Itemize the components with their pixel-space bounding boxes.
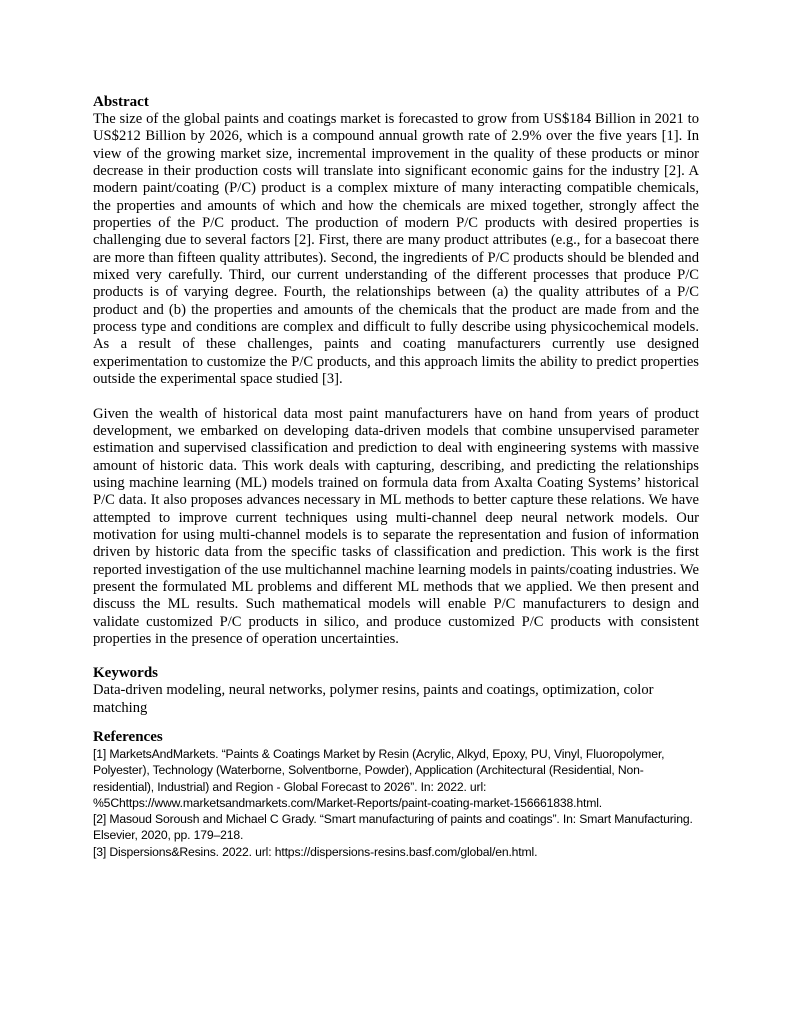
- keywords-section: [93, 665, 699, 717]
- reference-item: [2] Masoud Soroush and Michael C Grady. “Smart manufacturing of paints and coatings”. In: Smart Manufacturing. Elsevier, 2020, pp. 179–218.: [93, 812, 693, 843]
- references-section: [93, 729, 699, 860]
- paragraph-spacer: [93, 389, 699, 406]
- reference-item: [1] MarketsAndMarkets. “Paints & Coatings Market by Resin (Acrylic, Alkyd, Epoxy, PU, Vinyl, Fluoropolymer, Polyester), Technology (Waterborne, Solventborne, Powder), Application (Architectural (Residential, Non-residential), Industrial) and Region - Global Forecast to 2026”. In: 2022. url: %5Chttps://www.marketsandmarkets.com/Market-Reports/paint-coating-market-156661838.html.: [93, 747, 665, 810]
- abstract-paragraph-1: The size of the global paints and coatings market is forecasted to grow from US$184 Billion in 2021 to US$212 Billion by 2026, which is a compound annual growth rate of 2.9% over the five years [1]. In view of the growing market size, incremental improvement in the quality of these products or minor decrease in their production costs will translate into significant economic gains for the industry [2]. A modern paint/coating (P/C) product is a complex mixture of many interacting compatible chemicals, the properties and amounts of which and how the chemicals are mixed together, strongly affect the properties of the P/C product. The production of modern P/C products with desired properties is challenging due to several factors [2]. First, there are many product attributes (e.g., for a basecoat there are more than fifteen quality attributes). Second, the ingredients of P/C products should be blended and mixed very carefully. Third, our current understanding of the different processes that produce P/C products is of varying degree. Fourth, the relationships between (a) the quality attributes of a P/C product and (b) the properties and amounts of the chemicals that the product are made from and the process type and conditions are complex and difficult to fully describe using physicochemical models. As a result of these challenges, paints and coating manufacturers currently use designed experimentation to customize the P/C products, and this approach limits the ability to predict properties outside the experimental space studied [3].: [93, 111, 699, 388]
- reference-item: [3] Dispersions&Resins. 2022. url: https://dispersions-resins.basf.com/global/en.html.: [93, 844, 538, 859]
- keywords-heading: Keywords: [93, 665, 158, 682]
- keywords-text: Data-driven modeling, neural networks, polymer resins, paints and coatings, optimization, color matching: [93, 682, 654, 716]
- abstract-paragraph-2: Given the wealth of historical data most paint manufacturers have on hand from years of product development, we embarked on developing data-driven models that combine unsupervised parameter estimation and supervised classification and prediction to deal with engineering systems with massive amount of historic data. This work deals with capturing, describing, and predicting the relationships using machine learning (ML) models trained on formula data from Axalta Coating Systems’ historical P/C data. It also proposes advances necessary in ML methods to better capture these relations. We have attempted to improve current techniques using multi-channel deep neural network models. Our motivation for using multi-channel models is to separate the representation and fusion of information driven by historic data from the specific tasks of classification and prediction. This work is the first reported investigation of the use multichannel machine learning models in paints/coating industries. We present the formulated ML problems and different ML methods that we applied. We then present and discuss the ML results. Such mathematical models will enable P/C manufacturers to design and validate customized P/C products in silico, and produce customized P/C products with consistent properties in the presence of operation uncertainties.: [93, 405, 699, 647]
- reference-list: [93, 746, 699, 860]
- section-spacer: [93, 648, 699, 665]
- document-page: [93, 94, 699, 860]
- abstract-section: [93, 94, 699, 648]
- section-spacer: [93, 717, 699, 729]
- abstract-heading: Abstract: [93, 94, 149, 110]
- references-heading: References: [93, 729, 163, 745]
